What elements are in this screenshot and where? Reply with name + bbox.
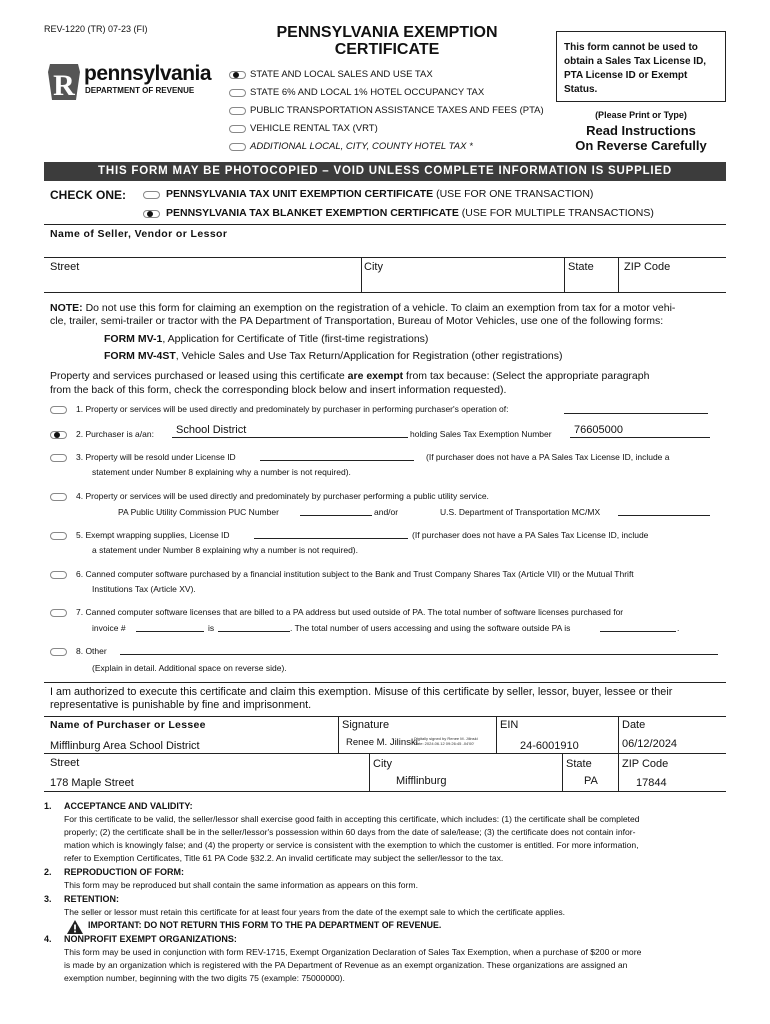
instruction-line: For this certificate to be valid, the seller/lessor shall exercise good faith in accepting this certificate, which includes: (1) the certificate shall be completed [64,814,640,824]
instruction-number: 3. [44,894,52,904]
seller-state-field[interactable] [567,274,615,291]
signature-label: Signature [342,719,390,731]
reason-7-is: is [208,623,215,633]
purchaser-name-label: Name of Purchaser or Lessee [50,719,206,731]
reason-radio-5[interactable] [50,532,67,540]
purchaser-state-value[interactable]: PA [584,775,598,787]
instruction-line: properly; (2) the certificate shall be in the seller/lessor's possession within 60 days from the date of sale/lease; (3) the certificate does not contain infor- [64,827,636,837]
purchaser-city-value[interactable]: Mifflinburg [396,775,447,787]
seller-street-label: Street [50,261,80,273]
reason-6-2: Institutions Tax (Article XV). [92,584,196,594]
reason-2-exemption-label: holding Sales Tax Exemption Number [410,429,552,439]
tax-type-label-5: ADDITIONAL LOCAL, CITY, COUNTY HOTEL TAX * [250,141,473,152]
signature-value: Renee M. Jilinski [346,737,418,748]
reason-1: 1. Property or services will be used directly and predominately by purchaser in performing purchaser's operation of: [76,404,509,414]
seller-zip-label: ZIP Code [624,261,671,273]
cert-type-radio-1[interactable] [143,191,160,199]
form-mv4st: FORM MV-4ST, Vehicle Sales and Use Tax Return/Application for Registration (other registrations) [104,350,563,362]
reason-radio-2[interactable] [50,431,67,439]
reason-4: 4. Property or services will be used directly and predominately by purchaser performing a public utility service. [76,491,489,501]
tax-type-label-3: PUBLIC TRANSPORTATION ASSISTANCE TAXES AND FEES (PTA) [250,105,544,116]
puc-number-field[interactable] [300,515,372,516]
reason-5: 5. Exempt wrapping supplies, License ID [76,530,230,540]
reason-8-field[interactable] [120,654,718,655]
reason-3-note: (If purchaser does not have a PA Sales Tax License ID, include a [426,452,670,462]
read-instructions: Read Instructions On Reverse Carefully [575,123,707,153]
tax-type-label-4: VEHICLE RENTAL TAX (VRT) [250,123,378,134]
instruction-line: This form may be reproduced but shall contain the same information as appears on this form. [64,880,418,890]
pa-logo [44,62,212,102]
user-count-field[interactable] [600,631,676,632]
reason-2-label: 2. Purchaser is a/an: [76,429,154,439]
reason-3-field[interactable] [260,460,414,461]
reason-6: 6. Canned computer software purchased by a financial institution subject to the Bank and Trust Company Shares Tax (Article VII) or the Mutual Thrift [76,569,634,579]
reason-4-puc-label: PA Public Utility Commission PUC Number [118,507,279,517]
tax-type-radio-5[interactable] [229,143,246,151]
keystone-logo-icon [44,62,84,102]
exemption-number-value[interactable]: 76605000 [574,424,623,436]
date-value[interactable]: 06/12/2024 [622,738,678,750]
instruction-heading: ACCEPTANCE AND VALIDITY: [64,801,193,811]
license-count-field[interactable] [218,631,290,632]
reason-radio-7[interactable] [50,609,67,617]
cert-type-label-2: PENNSYLVANIA TAX BLANKET EXEMPTION CERTIFICATE (USE FOR MULTIPLE TRANSACTIONS) [166,207,654,219]
mc-mx-field[interactable] [618,515,710,516]
tax-type-label-1: STATE AND LOCAL SALES AND USE TAX [250,69,433,80]
seller-name-label: Name of Seller, Vendor or Lessor [50,228,228,240]
tax-type-radio-4[interactable] [229,125,246,133]
instruction-heading: RETENTION: [64,894,119,904]
tax-type-radio-3[interactable] [229,107,246,115]
reason-7: 7. Canned computer software licenses that are billed to a PA address but used outside of PA. The total number of software licenses purchased for [76,607,624,617]
reason-radio-1[interactable] [50,406,67,414]
tax-type-radio-1[interactable] [229,71,246,79]
tax-type-radio-2[interactable] [229,89,246,97]
warning-icon [66,919,84,935]
instruction-line: is made by an organization which is registered with the PA Department of Revenue as an exempt organization. These organizations are assigned an [64,960,628,970]
reason-8: 8. Other [76,646,107,656]
reason-radio-8[interactable] [50,648,67,656]
seller-city-field[interactable] [364,274,560,291]
seller-street-field[interactable] [46,274,356,291]
purchaser-zip-value[interactable]: 17844 [636,777,667,789]
ein-label: EIN [500,719,519,731]
instruction-line: This form may be used in conjunction with form REV-1715, Exempt Organization Declaration of Sales Tax Exemption, when a purchase of $200 or more [64,947,642,957]
note-text: NOTE: Do not use this form for claiming an exemption on the registration of a vehicle. To claim an exemption from tax for a motor vehi- cle, trailer, semi-trailer or tractor with the PA Department of Transportation, Bureau of Motor Vehicles, use one of the following forms: [50,302,676,327]
signature-field[interactable] [346,736,496,750]
purchaser-zip-label: ZIP Code [622,758,669,770]
reason-radio-4[interactable] [50,493,67,501]
instruction-line: mation which is knowingly false; and (4) the property or service is consistent with the exemption to which the customer is entitled. For more information, [64,840,639,850]
reason-4-dot-label: U.S. Department of Transportation MC/MX [440,507,601,517]
instruction-number: 4. [44,934,52,944]
reason-1-field[interactable] [564,413,708,414]
reason-7-invoice-label: invoice # [92,623,126,633]
form-mv1: FORM MV-1, Application for Certificate of Title (first-time registrations) [104,333,429,345]
instruction-line: exemption number, beginning with the two digits 75 (example: 75000000). [64,973,345,983]
seller-city-label: City [364,261,383,273]
reason-7-users-label: . The total number of users accessing and using the software outside PA is [290,623,571,633]
purchaser-type-value[interactable]: School District [176,424,247,436]
reason-radio-3[interactable] [50,454,67,462]
digital-signature-note: Digitally signed by Renee M. Jilinski Date: 2024.06.12 09:26:45 -04'00' [414,736,478,746]
logo-name: pennsylvania [84,62,212,85]
seller-zip-field[interactable] [621,274,723,291]
reason-8-note: (Explain in detail. Additional space on reverse side). [92,663,287,673]
instruction-line: refer to Exemption Certificates, Title 61 PA Code §32.2. An invalid certificate may subject the seller/lessor to the tax. [64,853,504,863]
reason-7-period: . [677,623,680,633]
purchaser-city-label: City [373,758,392,770]
purchaser-street-label: Street [50,757,80,769]
date-label: Date [622,719,646,731]
reason-radio-6[interactable] [50,571,67,579]
tax-type-label-2: STATE 6% AND LOCAL 1% HOTEL OCCUPANCY TAX [250,87,485,98]
reason-5-note: (If purchaser does not have a PA Sales Tax License ID, include [412,530,649,540]
seller-name-field[interactable] [360,236,720,256]
exempt-intro: Property and services purchased or leased using this certificate are exempt from tax because: (Select the appropriate paragraph from the back of this form, check the corresponding block below and insert information requested). [50,370,650,396]
page-title: PENNSYLVANIA EXEMPTION CERTIFICATE [276,24,498,58]
purchaser-name-value[interactable]: Mifflinburg Area School District [50,740,200,752]
instruction-heading: REPRODUCTION OF FORM: [64,867,184,877]
invoice-number-field[interactable] [136,631,204,632]
ein-value[interactable]: 24-6001910 [520,740,579,752]
instruction-number: 2. [44,867,52,877]
reason-5-note-2: a statement under Number 8 explaining why a number is not required). [92,545,359,555]
notice-box: This form cannot be used to obtain a Sales Tax License ID, PTA License ID or Exempt Status. [556,31,726,102]
reason-5-field[interactable] [254,538,408,539]
logo-mark: R [53,69,75,102]
purchaser-state-label: State [566,758,592,770]
reason-4-andor: and/or [374,507,399,517]
form-code: REV-1220 (TR) 07-23 (FI) [44,24,148,34]
reason-3-note-2: statement under Number 8 explaining why a number is not required). [92,467,351,477]
instruction-heading: NONPROFIT EXEMPT ORGANIZATIONS: [64,934,237,944]
check-one-label: CHECK ONE: [50,188,127,202]
cert-type-label-1: PENNSYLVANIA TAX UNIT EXEMPTION CERTIFICATE (USE FOR ONE TRANSACTION) [166,188,594,200]
warning-text: IMPORTANT: DO NOT RETURN THIS FORM TO THE PA DEPARTMENT OF REVENUE. [88,920,442,930]
reason-3: 3. Property will be resold under License ID [76,452,236,462]
print-note: (Please Print or Type) [595,110,687,120]
authorization-text: I am authorized to execute this certificate and claim this exemption. Misuse of this certificate by seller, lessor, buyer, lessee or their representative is punishable by fine and imprisonment. [50,686,673,711]
instruction-line: The seller or lessor must retain this certificate for at least four years from the date of the exempt sale to which the certificate applies. [64,907,566,917]
cert-type-radio-2[interactable] [143,210,160,218]
seller-state-label: State [568,261,594,273]
purchaser-street-value[interactable]: 178 Maple Street [50,777,134,789]
instruction-number: 1. [44,801,52,811]
banner: THIS FORM MAY BE PHOTOCOPIED – VOID UNLESS COMPLETE INFORMATION IS SUPPLIED [44,162,726,181]
logo-dept: DEPARTMENT OF REVENUE [85,86,195,95]
